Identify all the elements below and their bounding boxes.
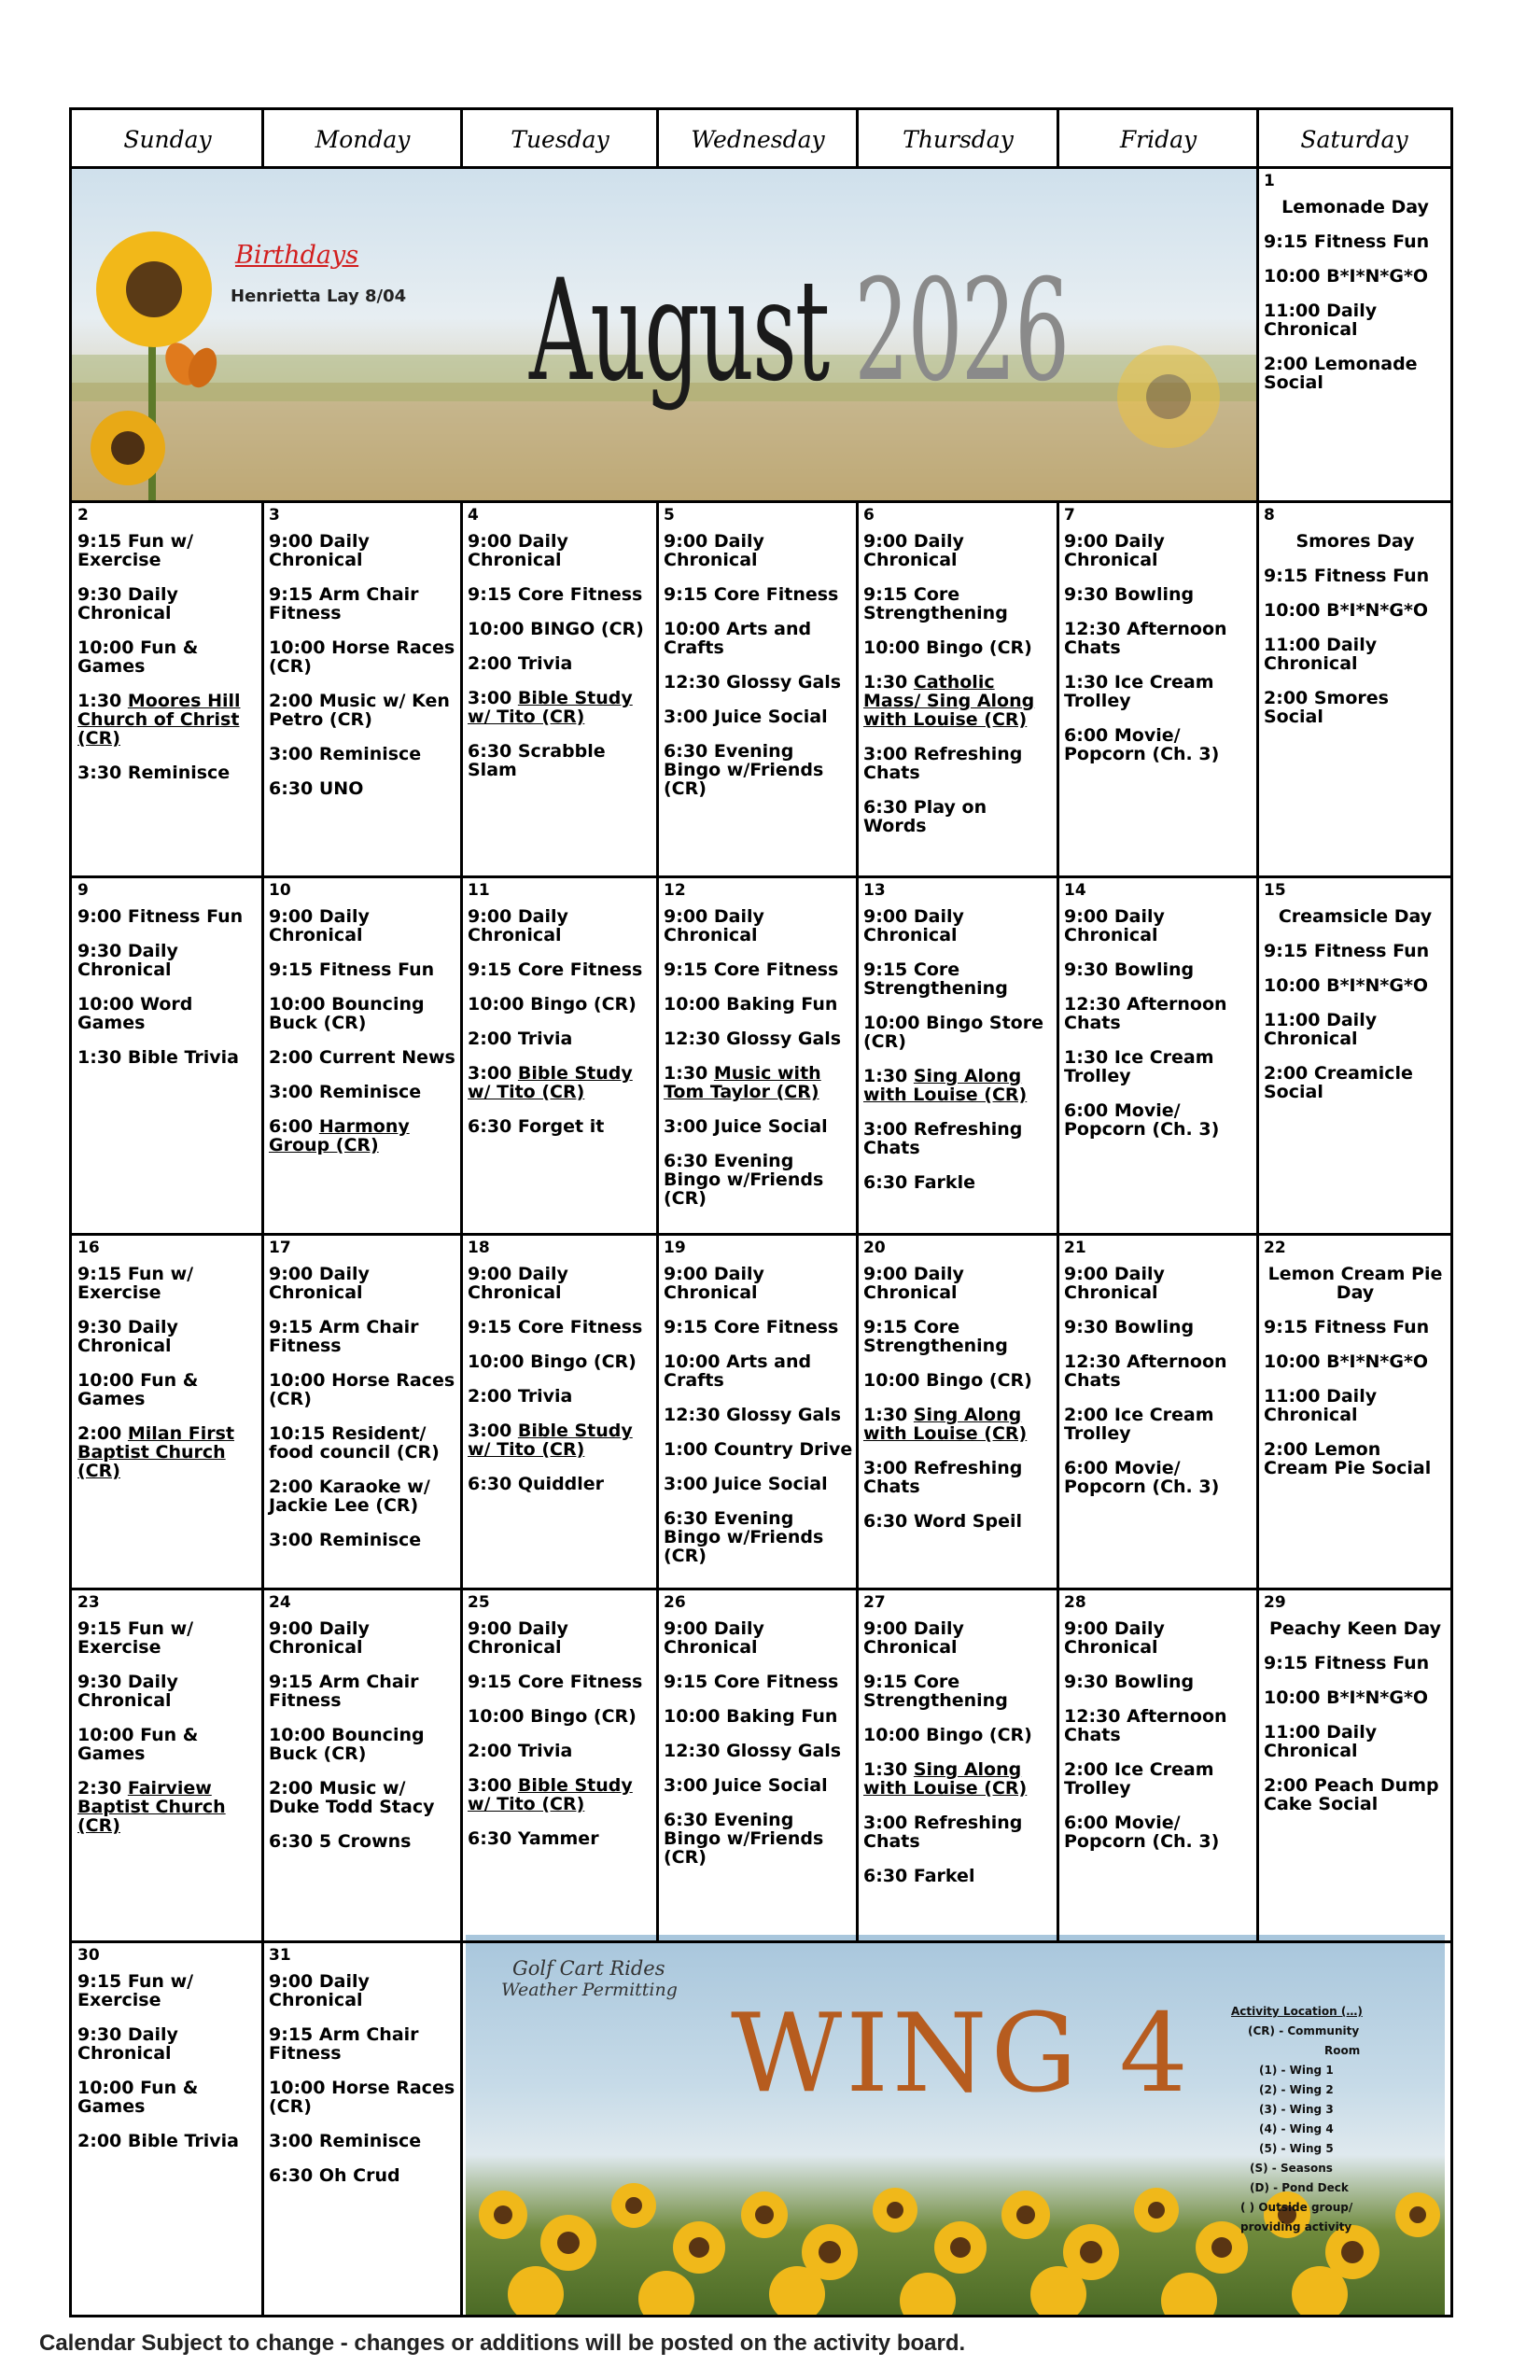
activity-entry: 3:00 Refreshing Chats: [863, 1813, 1023, 1852]
activity-entry: 3:00 Juice Social: [664, 707, 828, 727]
footer-note: Calendar Subject to change - changes or additions will be posted on the activity board.: [39, 2331, 966, 2356]
activity-entry: 10:00 Fun & Games: [77, 2078, 199, 2117]
activity-entry: 10:00 Arts and Crafts: [664, 619, 812, 658]
activity-entry: 9:15 Core Fitness: [468, 1317, 643, 1337]
activity-entry: 3:00 Juice Social: [664, 1474, 828, 1494]
activity-entry: 10:00 Baking Fun: [664, 994, 838, 1015]
activity-entry: 9:00 Daily Chronical: [664, 1618, 764, 1658]
activity-entry: 1:30 Catholic Mass/ Sing Along with Louise (CR): [863, 672, 1035, 730]
birthdays-title: Birthdays: [235, 241, 359, 270]
activity-entry: 10:00 B*I*N*G*O: [1264, 600, 1429, 621]
activity-entry: 9:00 Daily Chronical: [863, 1618, 964, 1658]
activity-entry: 9:15 Fitness Fun: [1264, 566, 1430, 586]
grid-line: [261, 110, 264, 168]
activity-entry: 2:00 Lemon Cream Pie Social: [1264, 1439, 1432, 1478]
day-cell-1: [1260, 170, 1449, 501]
activity-entry: 9:15 Fun w/ Exercise: [77, 1264, 194, 1303]
day-cell-6: [860, 504, 1057, 876]
activity-entry: 11:00 Daily Chronical: [1264, 1386, 1378, 1425]
activity-entry: 9:00 Daily Chronical: [863, 531, 964, 570]
day-header-wednesday: Wednesday: [691, 125, 825, 153]
activity-entry: 2:00 Creamicle Social: [1264, 1063, 1413, 1102]
activity-entry: 3:00 Refreshing Chats: [863, 1119, 1023, 1158]
activity-entry: 12:30 Afternoon Chats: [1064, 619, 1227, 658]
activity-entry: 6:30 Evening Bingo w/Friends (CR): [664, 741, 824, 799]
activity-entry: 9:00 Daily Chronical: [1064, 1264, 1165, 1303]
activity-entry: 1:30 Moores Hill Church of Christ (CR): [77, 691, 241, 749]
day-theme: Peachy Keen Day: [1268, 1618, 1442, 1639]
day-number: 25: [468, 1593, 490, 1612]
day-cell-31: [265, 1944, 461, 2314]
activity-location-text: Sing Along with Louise (CR): [863, 1405, 1028, 1444]
day-cell-28: [1060, 1591, 1257, 1941]
activity-entry: 2:00 Current News: [269, 1047, 455, 1068]
day-cell-11: [464, 879, 657, 1234]
day-header-monday: Monday: [315, 125, 411, 153]
activity-entry: 6:30 Yammer: [468, 1828, 599, 1849]
activity-entry: 3:00 Bible Study w/ Tito (CR): [468, 1063, 633, 1102]
activity-location-text: Fairview Baptist Church (CR): [77, 1778, 226, 1836]
day-number: 22: [1264, 1239, 1286, 1257]
activity-location-text: Bible Study w/ Tito (CR): [468, 688, 633, 727]
activity-entry: 9:30 Daily Chronical: [77, 2024, 178, 2064]
day-cell-12: [660, 879, 857, 1234]
activity-entry: 9:30 Bowling: [1064, 1672, 1195, 1692]
activity-entry: 11:00 Daily Chronical: [1264, 635, 1378, 674]
activity-entry: 3:00 Juice Social: [664, 1775, 828, 1796]
day-cell-26: [660, 1591, 857, 1941]
activity-entry: 12:30 Afternoon Chats: [1064, 994, 1227, 1033]
month-name: August: [529, 250, 829, 413]
activity-entry: 2:00 Lemonade Social: [1264, 354, 1418, 393]
day-theme: Lemon Cream Pie Day: [1267, 1264, 1443, 1303]
activity-entry: 6:30 Word Speil: [863, 1511, 1022, 1532]
day-number: 3: [269, 506, 280, 525]
activity-location-text: Music with Tom Taylor (CR): [664, 1063, 821, 1102]
day-theme: Lemonade Day: [1281, 197, 1429, 217]
activity-entry: 10:00 Arts and Crafts: [664, 1351, 812, 1391]
day-cell-24: [265, 1591, 461, 1941]
activity-entry: 2:00 Bible Trivia: [77, 2131, 239, 2151]
day-theme: Creamsicle Day: [1278, 906, 1433, 927]
month-title: [529, 247, 1068, 415]
day-cell-9: [74, 879, 262, 1234]
activity-entry: 2:00 Peach Dump Cake Social: [1264, 1775, 1439, 1814]
activity-entry: 10:00 Word Games: [77, 994, 193, 1033]
day-number: 2: [77, 506, 89, 525]
activity-entry: 9:15 Core Strengthening: [863, 1317, 1008, 1356]
day-number: 29: [1264, 1593, 1286, 1612]
activity-entry: 9:30 Bowling: [1064, 1317, 1195, 1337]
day-header-saturday: Saturday: [1300, 125, 1408, 153]
day-number: 12: [664, 881, 686, 900]
activity-entry: 9:00 Daily Chronical: [664, 906, 764, 945]
activity-entry: 1:00 Country Drive: [664, 1439, 853, 1460]
activity-entry: 10:00 Fun & Games: [77, 1370, 199, 1409]
activity-entry: 9:30 Daily Chronical: [77, 941, 178, 980]
activity-entry: 2:00 Karaoke w/ Jackie Lee (CR): [269, 1477, 430, 1516]
activity-entry: 3:00 Refreshing Chats: [863, 1458, 1023, 1497]
day-cell-29: [1260, 1591, 1449, 1941]
day-cell-30: [74, 1944, 262, 2314]
legend-item: (S) - Seasons: [1250, 2162, 1333, 2175]
activity-entry: 6:00 Movie/ Popcorn (Ch. 3): [1064, 1100, 1220, 1140]
activity-entry: 9:00 Daily Chronical: [1064, 1618, 1165, 1658]
activity-entry: 9:15 Fun w/ Exercise: [77, 1618, 194, 1658]
day-number: 16: [77, 1239, 100, 1257]
activity-entry: 12:30 Glossy Gals: [664, 1029, 842, 1049]
activity-entry: 2:00 Milan First Baptist Church (CR): [77, 1423, 235, 1481]
legend-item: (2) - Wing 2: [1259, 2083, 1334, 2096]
activity-entry: 9:00 Daily Chronical: [269, 1618, 370, 1658]
activity-entry: 6:30 Evening Bingo w/Friends (CR): [664, 1508, 824, 1566]
activity-location-text: Milan First Baptist Church (CR): [77, 1423, 235, 1481]
legend-item: (4) - Wing 4: [1259, 2122, 1334, 2135]
activity-entry: 9:00 Daily Chronical: [863, 906, 964, 945]
activity-entry: 9:15 Core Fitness: [664, 959, 839, 980]
activity-entry: 9:30 Bowling: [1064, 584, 1195, 605]
day-cell-13: [860, 879, 1057, 1234]
activity-entry: 3:00 Juice Social: [664, 1116, 828, 1137]
activity-entry: 1:30 Music with Tom Taylor (CR): [664, 1063, 821, 1102]
activity-entry: 11:00 Daily Chronical: [1264, 1722, 1378, 1761]
legend-item: ( ) Outside group/: [1240, 2201, 1353, 2214]
activity-entry: 9:15 Fitness Fun: [269, 959, 435, 980]
golf-cart-note: Golf Cart Rides: [512, 1957, 665, 1980]
activity-entry: 9:00 Daily Chronical: [468, 906, 568, 945]
grid-line: [856, 110, 859, 168]
activity-entry: 12:30 Afternoon Chats: [1064, 1351, 1227, 1391]
activity-entry: 3:00 Bible Study w/ Tito (CR): [468, 688, 633, 727]
activity-entry: 9:15 Core Fitness: [664, 1672, 839, 1692]
activity-location-text: Harmony Group (CR): [269, 1116, 410, 1155]
activity-entry: 10:00 Bingo (CR): [863, 637, 1032, 658]
day-theme: Smores Day: [1295, 531, 1415, 552]
activity-entry: 3:00 Refreshing Chats: [863, 744, 1023, 783]
day-number: 28: [1064, 1593, 1086, 1612]
activity-entry: 11:00 Daily Chronical: [1264, 1010, 1378, 1049]
day-number: 17: [269, 1239, 291, 1257]
activity-entry: 2:00 Trivia: [468, 1741, 573, 1761]
activity-entry: 10:00 Bingo Store (CR): [863, 1013, 1043, 1052]
day-cell-20: [860, 1237, 1057, 1589]
grid-line: [1256, 168, 1259, 502]
activity-entry: 2:00 Trivia: [468, 1386, 573, 1407]
activity-entry: 6:30 Evening Bingo w/Friends (CR): [664, 1810, 824, 1868]
activity-entry: 10:00 Bingo (CR): [468, 1706, 637, 1727]
activity-entry: 9:15 Core Fitness: [664, 584, 839, 605]
activity-entry: 10:00 B*I*N*G*O: [1264, 266, 1429, 287]
birthday-entry: Henrietta Lay 8/04: [231, 287, 407, 306]
day-number: 1: [1264, 172, 1275, 190]
activity-entry: 3:00 Bible Study w/ Tito (CR): [468, 1421, 633, 1460]
activity-entry: 9:15 Fitness Fun: [1264, 231, 1430, 252]
activity-location-text: Sing Along with Louise (CR): [863, 1066, 1028, 1105]
activity-location-text: Bible Study w/ Tito (CR): [468, 1775, 633, 1814]
day-number: 5: [664, 506, 675, 525]
legend-title: Activity Location (…): [1231, 2005, 1363, 2018]
activity-entry: 10:00 Bouncing Buck (CR): [269, 1725, 425, 1764]
activity-location-text: Bible Study w/ Tito (CR): [468, 1063, 633, 1102]
activity-entry: 3:00 Reminisce: [269, 1530, 422, 1550]
day-cell-21: [1060, 1237, 1257, 1589]
day-number: 14: [1064, 881, 1086, 900]
wing-title: WING 4: [731, 1991, 1192, 2117]
activity-entry: 10:15 Resident/ food council (CR): [269, 1423, 440, 1463]
activity-entry: 6:30 Play on Words: [863, 797, 987, 836]
day-number: 31: [269, 1946, 291, 1965]
activity-entry: 9:15 Core Fitness: [468, 584, 643, 605]
day-number: 24: [269, 1593, 291, 1612]
activity-entry: 9:00 Daily Chronical: [468, 1264, 568, 1303]
activity-entry: 10:00 Baking Fun: [664, 1706, 838, 1727]
legend-item: (3) - Wing 3: [1259, 2103, 1334, 2116]
day-cell-25: [464, 1591, 657, 1941]
activity-entry: 10:00 Bingo (CR): [468, 1351, 637, 1372]
day-number: 18: [468, 1239, 490, 1257]
activity-location-text: Bible Study w/ Tito (CR): [468, 1421, 633, 1460]
activity-entry: 1:30 Ice Cream Trolley: [1064, 672, 1214, 711]
activity-entry: 10:00 B*I*N*G*O: [1264, 1687, 1429, 1708]
activity-entry: 10:00 Bingo (CR): [468, 994, 637, 1015]
activity-entry: 3:00 Reminisce: [269, 1082, 422, 1102]
activity-entry: 1:30 Sing Along with Louise (CR): [863, 1066, 1028, 1105]
activity-entry: 2:00 Smores Social: [1264, 688, 1389, 727]
activity-entry: 9:00 Daily Chronical: [664, 531, 764, 570]
activity-entry: 9:15 Core Fitness: [468, 1672, 643, 1692]
activity-entry: 12:30 Afternoon Chats: [1064, 1706, 1227, 1745]
day-cell-18: [464, 1237, 657, 1589]
activity-entry: 6:30 UNO: [269, 778, 364, 799]
day-number: 20: [863, 1239, 886, 1257]
activity-entry: 9:30 Daily Chronical: [77, 584, 178, 623]
month-banner: [72, 168, 1258, 502]
grid-line: [460, 110, 463, 168]
activity-entry: 6:00 Movie/ Popcorn (Ch. 3): [1064, 1458, 1220, 1497]
activity-entry: 9:15 Core Strengthening: [863, 1672, 1008, 1711]
day-cell-7: [1060, 504, 1257, 876]
activity-entry: 2:30 Fairview Baptist Church (CR): [77, 1778, 226, 1836]
activity-entry: 9:15 Fitness Fun: [1264, 941, 1430, 961]
activity-entry: 9:15 Fitness Fun: [1264, 1653, 1430, 1673]
day-cell-17: [265, 1237, 461, 1589]
activity-entry: 9:30 Daily Chronical: [77, 1672, 178, 1711]
day-header-tuesday: Tuesday: [511, 125, 609, 153]
day-number: 7: [1064, 506, 1075, 525]
location-legend: [1231, 2002, 1427, 2237]
day-cell-8: [1260, 504, 1449, 876]
activity-entry: 10:00 Bingo (CR): [863, 1725, 1032, 1745]
day-number: 26: [664, 1593, 686, 1612]
day-number: 21: [1064, 1239, 1086, 1257]
day-cell-14: [1060, 879, 1257, 1234]
activity-entry: 9:00 Daily Chronical: [863, 1264, 964, 1303]
day-number: 8: [1264, 506, 1275, 525]
day-cell-16: [74, 1237, 262, 1589]
day-cell-3: [265, 504, 461, 876]
activity-entry: 9:15 Core Strengthening: [863, 584, 1008, 623]
activity-entry: 1:30 Sing Along with Louise (CR): [863, 1759, 1028, 1799]
activity-location-text: Catholic Mass/ Sing Along with Louise (CR): [863, 672, 1035, 730]
day-header-sunday: Sunday: [123, 125, 212, 153]
activity-entry: 3:00 Bible Study w/ Tito (CR): [468, 1775, 633, 1814]
activity-entry: 6:30 Farkel: [863, 1866, 975, 1886]
activity-entry: 9:15 Arm Chair Fitness: [269, 584, 419, 623]
activity-entry: 9:15 Fun w/ Exercise: [77, 1971, 194, 2010]
day-number: 13: [863, 881, 886, 900]
activity-entry: 9:15 Fun w/ Exercise: [77, 531, 194, 570]
day-number: 9: [77, 881, 89, 900]
activity-entry: 9:30 Daily Chronical: [77, 1317, 178, 1356]
activity-entry: 9:00 Daily Chronical: [269, 531, 370, 570]
legend-item: (5) - Wing 5: [1259, 2142, 1334, 2155]
day-cell-19: [660, 1237, 857, 1589]
activity-entry: 10:00 Bouncing Buck (CR): [269, 994, 425, 1033]
day-cell-15: [1260, 879, 1449, 1234]
activity-entry: 9:15 Core Strengthening: [863, 959, 1008, 999]
activity-entry: 10:00 Horse Races (CR): [269, 2078, 455, 2117]
activity-entry: 9:15 Arm Chair Fitness: [269, 1672, 419, 1711]
activity-entry: 9:30 Bowling: [1064, 959, 1195, 980]
activity-entry: 6:00 Movie/ Popcorn (Ch. 3): [1064, 725, 1220, 764]
activity-entry: 6:30 Scrabble Slam: [468, 741, 606, 780]
year: 2026: [854, 250, 1069, 413]
day-header-thursday: Thursday: [903, 125, 1014, 153]
activity-entry: 9:00 Daily Chronical: [269, 906, 370, 945]
activity-entry: 10:00 B*I*N*G*O: [1264, 975, 1429, 996]
activity-entry: 10:00 Fun & Games: [77, 637, 199, 677]
activity-entry: 6:30 5 Crowns: [269, 1831, 412, 1852]
activity-entry: 12:30 Glossy Gals: [664, 1405, 842, 1425]
grid-line: [1256, 110, 1259, 168]
legend-item: (1) - Wing 1: [1259, 2064, 1334, 2077]
day-cell-2: [74, 504, 262, 876]
activity-entry: 10:00 Horse Races (CR): [269, 1370, 455, 1409]
grid-line: [72, 166, 1450, 169]
activity-entry: 6:30 Oh Crud: [269, 2165, 400, 2186]
day-cell-23: [74, 1591, 262, 1941]
activity-entry: 10:00 Fun & Games: [77, 1725, 199, 1764]
activity-entry: 2:00 Ice Cream Trolley: [1064, 1405, 1214, 1444]
activity-entry: 3:00 Reminisce: [269, 744, 422, 764]
wing-panel: [466, 1935, 1445, 2315]
activity-entry: 2:00 Ice Cream Trolley: [1064, 1759, 1214, 1799]
day-header-friday: Friday: [1119, 125, 1197, 153]
activity-entry: 9:00 Daily Chronical: [664, 1264, 764, 1303]
activity-entry: 10:00 BINGO (CR): [468, 619, 644, 639]
activity-entry: 6:30 Evening Bingo w/Friends (CR): [664, 1151, 824, 1209]
day-cell-22: [1260, 1237, 1449, 1589]
activity-entry: 6:30 Forget it: [468, 1116, 605, 1137]
grid-line: [72, 500, 1450, 503]
day-number: 10: [269, 881, 291, 900]
day-number: 15: [1264, 881, 1286, 900]
activity-entry: 10:00 Bingo (CR): [863, 1370, 1032, 1391]
day-cell-5: [660, 504, 857, 876]
activity-entry: 1:30 Bible Trivia: [77, 1047, 239, 1068]
activity-entry: 6:30 Farkle: [863, 1172, 975, 1193]
day-number: 23: [77, 1593, 100, 1612]
day-cell-27: [860, 1591, 1057, 1941]
day-number: 4: [468, 506, 479, 525]
activity-entry: 6:00 Movie/ Popcorn (Ch. 3): [1064, 1813, 1220, 1852]
activity-entry: 9:15 Core Fitness: [468, 959, 643, 980]
activity-location-text: Moores Hill Church of Christ (CR): [77, 691, 241, 749]
activity-entry: 9:00 Daily Chronical: [468, 1618, 568, 1658]
activity-entry: 9:00 Daily Chronical: [269, 1264, 370, 1303]
weather-note: Weather Permitting: [501, 1980, 678, 2000]
activity-entry: 9:15 Fitness Fun: [1264, 1317, 1430, 1337]
day-cell-10: [265, 879, 461, 1234]
activity-entry: 1:30 Ice Cream Trolley: [1064, 1047, 1214, 1086]
activity-entry: 9:15 Arm Chair Fitness: [269, 1317, 419, 1356]
activity-entry: 9:00 Daily Chronical: [468, 531, 568, 570]
grid-line: [656, 110, 659, 168]
activity-entry: 12:30 Glossy Gals: [664, 1741, 842, 1761]
day-cell-4: [464, 504, 657, 876]
legend-item: (CR) - Community: [1248, 2024, 1360, 2037]
day-number: 27: [863, 1593, 886, 1612]
activity-entry: 3:00 Reminisce: [269, 2131, 422, 2151]
activity-entry: 1:30 Sing Along with Louise (CR): [863, 1405, 1028, 1444]
activity-entry: 9:00 Daily Chronical: [1064, 531, 1165, 570]
legend-item: providing activity: [1240, 2220, 1352, 2233]
activity-entry: 11:00 Daily Chronical: [1264, 301, 1378, 340]
activity-entry: 12:30 Glossy Gals: [664, 672, 842, 693]
activity-entry: 6:00 Harmony Group (CR): [269, 1116, 410, 1155]
legend-item: Room: [1324, 2044, 1361, 2057]
activity-entry: 9:00 Fitness Fun: [77, 906, 244, 927]
activity-entry: 2:00 Trivia: [468, 1029, 573, 1049]
activity-location-text: Sing Along with Louise (CR): [863, 1759, 1028, 1799]
activity-entry: 3:30 Reminisce: [77, 763, 231, 783]
day-number: 30: [77, 1946, 100, 1965]
grid-line: [1057, 110, 1059, 168]
legend-item: (D) - Pond Deck: [1250, 2181, 1349, 2194]
activity-entry: 10:00 Horse Races (CR): [269, 637, 455, 677]
activity-entry: 9:15 Core Fitness: [664, 1317, 839, 1337]
activity-entry: 6:30 Quiddler: [468, 1474, 605, 1494]
calendar-grid: [69, 107, 1453, 2317]
day-number: 19: [664, 1239, 686, 1257]
day-number: 11: [468, 881, 490, 900]
activity-entry: 9:00 Daily Chronical: [1064, 906, 1165, 945]
activity-entry: 2:00 Trivia: [468, 653, 573, 674]
activity-entry: 2:00 Music w/ Ken Petro (CR): [269, 691, 450, 730]
activity-entry: 10:00 B*I*N*G*O: [1264, 1351, 1429, 1372]
activity-entry: 9:15 Arm Chair Fitness: [269, 2024, 419, 2064]
activity-entry: 9:00 Daily Chronical: [269, 1971, 370, 2010]
day-number: 6: [863, 506, 875, 525]
activity-entry: 2:00 Music w/ Duke Todd Stacy: [269, 1778, 435, 1817]
